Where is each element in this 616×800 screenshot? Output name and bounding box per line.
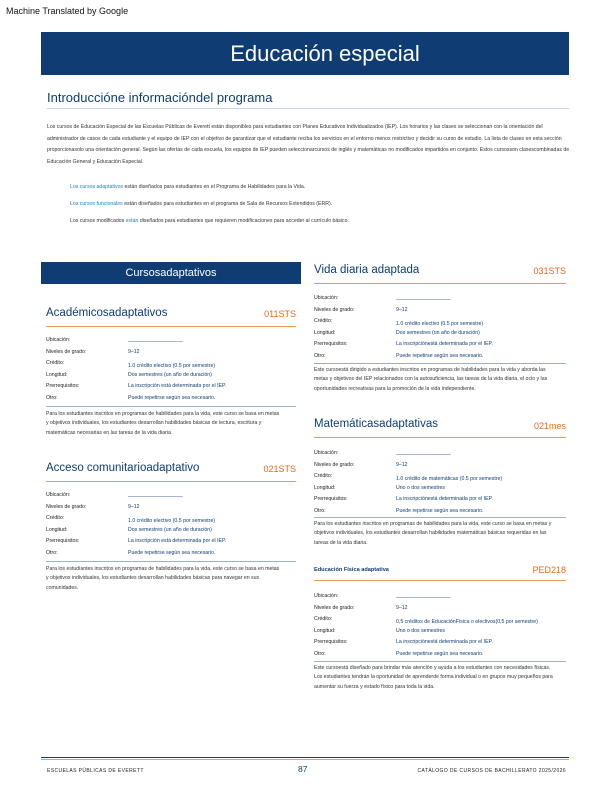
label-credito: Crédito: [314, 473, 333, 479]
value-niveles: 9–12 [128, 503, 140, 510]
course-title-fisica: Educación Física adaptativa [314, 567, 389, 573]
section-header-adaptive [41, 262, 301, 284]
label-niveles: Niveles de grado: [46, 348, 87, 355]
value-longitud: Uno o dos semestres [396, 484, 446, 491]
course-divider [46, 561, 296, 562]
label-niveles: Niveles de grado: [314, 604, 355, 611]
label-ubicacion: Ubicación: [314, 295, 339, 301]
label-niveles: Niveles de grado: [46, 503, 87, 510]
value-longitud: Dos semestres (un año de duración) [396, 329, 480, 336]
course-divider [314, 437, 566, 438]
page-number: 87 [298, 764, 308, 774]
course-type-adaptive [70, 184, 550, 201]
course-divider [314, 517, 566, 518]
label-longitud: Longitud: [314, 329, 336, 336]
value-ubicacion: ___________________ [396, 450, 451, 456]
value-otro: Puede repetirse según sea necesario. [128, 549, 216, 556]
course-type-rest: están diseñados para estudiantes en el Programa de Habilidades para la Vida. [124, 184, 306, 190]
value-credito: 1.0 crédito electivo (0.5 por semestre) [396, 321, 484, 327]
value-longitud: Dos semestres (un año de duración) [128, 371, 212, 378]
course-type-rest: diseñados para estudiantes que requieren modificaciones para acceder al currículo básico. [139, 218, 349, 224]
course-type-lead: Los cursos adaptativos [70, 184, 124, 190]
label-longitud: Longitud: [46, 371, 68, 378]
value-ubicacion: ___________________ [396, 295, 451, 301]
label-longitud: Longitud: [46, 526, 68, 533]
course-code-acceso: 021STS [263, 464, 296, 474]
value-prerrequisitos: La inscripciónestá determinada por el IEP. [396, 341, 493, 347]
intro-paragraph: Los cursos de Educación Especial de las Escuelas Públicas de Everett están disponibles para estudiantes con Planes Educativos Individualizados (IEP). Los horarios y las clases se seleccionan con la orientación del administrador de casos de cada estudiante y el equipo de IEP con el objetivo de garantizar que el estudiante reciba los servicios en el entorno menos restrictivo y decidir su curso de estudio. La lista de clases en esta sección proporcionasolo una orientación general. Según las ofertas de cada escuela, los equipos de IEP pueden seleccionarcursos de inglés y matemáticas no modificados impartidos en conjunto. Estos cursosson clasescombinadas de Educación General y Educación Especial. [47, 124, 570, 165]
course-code-vida: 031STS [533, 266, 566, 276]
value-otro: Puede repetirse según sea necesario. [128, 394, 216, 401]
label-prerrequisitos: Prerrequisitos: [314, 341, 348, 347]
course-desc-matematicas: Para los estudiantes inscritos en programas de habilidades para la vida, este curso se basa en metas y objetivos individuales, los estudiantes desarrollan habilidades matemáticas básicas requeridas en las tareas de la vida diaria. [314, 521, 552, 546]
intro-heading: Introduccióne informacióndel programa [47, 90, 273, 105]
value-niveles: 9–12 [396, 461, 408, 468]
course-type-modified [70, 218, 550, 235]
course-type-lead: Los cursos funcionales [70, 201, 123, 207]
label-otro: Otro: [314, 650, 326, 657]
value-prerrequisitos: La inscripciónestá determinada por el IEP. [396, 496, 493, 502]
course-code-matematicas: 021mes [533, 421, 566, 431]
course-divider [314, 363, 566, 364]
label-ubicacion: Ubicación: [46, 492, 71, 498]
value-otro: Puede repetirse según sea necesario. [396, 650, 484, 657]
course-details-matematicas [314, 450, 566, 519]
course-divider [46, 326, 296, 327]
value-longitud: Uno o dos semestres [396, 627, 446, 634]
course-divider [46, 406, 296, 407]
value-credito: 0,5 créditos de EducaciónFísica o electivos(0,5 por semestre) [396, 619, 538, 625]
label-prerrequisitos: Prerrequisitos: [46, 383, 80, 389]
value-credito: 1.0 crédito electivo (0.5 por semestre) [128, 363, 216, 369]
label-otro: Otro: [46, 549, 58, 556]
label-longitud: Longitud: [314, 627, 336, 634]
course-details-acceso [46, 492, 296, 561]
label-credito: Crédito: [46, 515, 65, 521]
label-ubicacion: Ubicación: [314, 593, 339, 599]
label-prerrequisitos: Prerrequisitos: [314, 639, 348, 645]
footer-divider [41, 757, 569, 758]
page-title: Educación especial [230, 40, 420, 66]
footer-divider [41, 759, 569, 760]
course-type-functional [70, 201, 550, 218]
label-niveles: Niveles de grado: [314, 306, 355, 313]
label-prerrequisitos: Prerrequisitos: [46, 538, 80, 544]
value-otro: Puede repetirse según sea necesario. [396, 352, 484, 359]
footer-school: ESCUELAS PÚBLICAS DE EVERETT [47, 768, 144, 774]
course-code-fisica: PED218 [532, 565, 566, 575]
label-credito: Crédito: [46, 360, 65, 366]
course-desc-acceso: Para los estudiantes inscritos en programas de habilidades para la vida, este curso se basa en metas y objetivos individuales, los estudiantes desarrollan habilidades básicas para navegar en sus comunidades. [46, 566, 280, 591]
course-title-acceso: Acceso comunitarioadaptativo [46, 462, 200, 474]
value-prerrequisitos: La inscripción está determinada por el IEP. [128, 383, 227, 389]
label-ubicacion: Ubicación: [314, 450, 339, 456]
machine-translated-label: Machine Translated by Google [6, 6, 129, 16]
value-credito: 1.0 crédito electivo (0.5 por semestre) [128, 518, 216, 524]
intro-divider [47, 108, 569, 109]
course-title-academicos: Académicosadaptativos [46, 307, 168, 319]
value-longitud: Dos semestres (un año de duración) [128, 526, 212, 533]
course-type-rest: están diseñados para estudiantes en el programa de Sala de Recursos Extendidos (ERR). [124, 201, 333, 207]
value-ubicacion: ___________________ [128, 337, 183, 343]
course-divider [314, 580, 566, 581]
course-type-mid: están [125, 218, 139, 224]
label-credito: Crédito: [314, 616, 333, 622]
value-prerrequisitos: La inscripción está determinada por el IEP. [128, 538, 227, 544]
label-credito: Crédito: [314, 318, 333, 324]
footer-catalog: CATÁLOGO DE CURSOS DE BACHILLERATO 2025/2026 [417, 768, 566, 774]
label-otro: Otro: [46, 394, 58, 401]
value-credito: 1.0 crédito de matemáticas (0.5 por semestre) [396, 476, 503, 482]
section-header-label: Cursosadaptativos [125, 267, 217, 279]
label-longitud: Longitud: [314, 484, 336, 491]
course-divider [46, 481, 296, 482]
course-details-fisica [314, 593, 566, 662]
label-prerrequisitos: Prerrequisitos: [314, 496, 348, 502]
course-details-academicos [46, 337, 296, 406]
page-title-banner [41, 32, 569, 75]
label-niveles: Niveles de grado: [314, 461, 355, 468]
value-ubicacion: ___________________ [396, 593, 451, 599]
course-divider [314, 661, 566, 662]
course-type-lead: Los cursos modificados [70, 218, 125, 224]
value-niveles: 9–12 [396, 306, 408, 313]
course-desc-academicos: Para los estudiantes inscritos en programas de habilidades para la vida, este curso se basa en metas y objetivos individuales, los estudiantes desarrollan habilidades básicas de lectura, escritura y matemáticas necesarias en las tareas de la vida diaria. [46, 411, 280, 436]
label-ubicacion: Ubicación: [46, 337, 71, 343]
value-otro: Puede repetirse según sea necesario. [396, 507, 484, 514]
course-divider [314, 283, 566, 284]
course-code-academicos: 011STS [264, 309, 296, 319]
value-ubicacion: ___________________ [128, 492, 183, 498]
label-otro: Otro: [314, 352, 326, 359]
value-niveles: 9–12 [128, 348, 140, 355]
course-desc-fisica: Este cursoestá diseñado para brindar más atención y ayuda a los estudiantes con necesidades físicas. Los estudiantes tendrán la oportunidad de aprenderde forma individual o en grupos muy pequeños para aumentar su fuerza y estado físico para toda la vida. [314, 665, 553, 690]
course-title-vida: Vida diaria adaptada [314, 264, 420, 276]
course-title-matematicas: Matemáticasadaptativas [314, 418, 439, 430]
value-niveles: 9–12 [396, 604, 408, 611]
label-otro: Otro: [314, 507, 326, 514]
course-desc-vida: Este cursoestá dirigido a estudiantes inscritos en programas de habilidades para la vida y aborda las metas y objetivos del IEP relacionados con la autosuficiencia, las tareas de la vida diaria, el ocio y las oportunidades recreativas para la promoción de la vida independiente. [314, 367, 548, 392]
value-prerrequisitos: La inscripciónestá determinada por el IEP. [396, 639, 493, 645]
course-type-list [70, 184, 550, 235]
course-details-vida [314, 295, 566, 364]
